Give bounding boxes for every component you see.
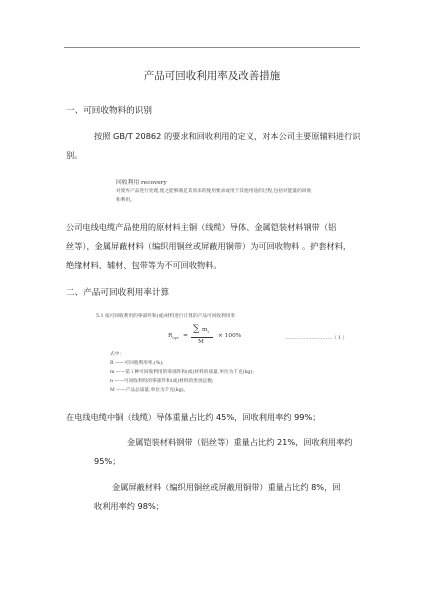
result-line1: 在电线电缆中铜（线缆）导体重量占比约 45%，回收利用率约 99%；	[66, 412, 321, 422]
para1-line2: 别。	[66, 150, 83, 160]
formula-numerator-sub: i	[207, 329, 209, 335]
formula-denominator: M	[198, 339, 204, 345]
where-item-1: R ——可回收利用率,(%);	[110, 361, 164, 366]
formula-times: × 100%	[218, 333, 242, 339]
formula-numerator: m	[202, 327, 208, 333]
header-rule	[64, 47, 360, 48]
section-2-heading: 二、产品可回收利用率计算	[66, 288, 170, 298]
para2-line2: 丝等），金属屏蔽材料（编织用铜丝或屏蔽用铜带）为可回收物料 。护套材料，	[66, 241, 352, 251]
para2-line1: 公司电线电缆产品使用的原材料主铜（线缆）导体、金属铠装材料钢带（铝	[66, 222, 337, 232]
result-line3: 95%；	[94, 456, 121, 466]
definition-term: 回收利用 recovery	[116, 180, 167, 186]
where-item-4: M ——产品总质量,单位为千克(kg)。	[110, 388, 189, 393]
page-title: 产品可回收利用率及改善措施	[143, 70, 281, 82]
definition-line2: 和利用。	[116, 198, 135, 203]
formula-fraction-line	[191, 337, 213, 338]
formula-sum: ∑	[193, 324, 200, 334]
formula-lhs: R	[168, 333, 173, 339]
result-line2: 金属铠装材料钢带（铝丝等）重量占比约 21%，回收利用率约	[127, 437, 353, 447]
result-line4: 金属屏蔽材料（编织用铜丝或屏蔽用铜带）重量占比约 8%，回	[112, 482, 341, 492]
where-item-3: n ——可回收利用的零部件和(或)材料的类别总数;	[110, 379, 214, 384]
formula-lhs-sub: cyc	[172, 335, 179, 341]
where-label: 式中：	[110, 352, 125, 357]
result-line5: 收利用率约 98%；	[94, 501, 164, 511]
section-1-heading: 一、可回收物料的识别	[66, 106, 152, 116]
para2-line3: 绝缘材料、辅材、包带等为不可回收物料。	[66, 260, 222, 270]
para1-line1: 按照 GB/T 20862 的要求和回收利用的定义，对本公司主要原辅料进行识	[94, 131, 361, 141]
where-item-2: m ——第 i 种可回收利用的零部件和(或)材料的质量,单位为千克(kg);	[110, 370, 254, 375]
definition-line1: 对废弃产品进行处理,使之能够满足其原来的使用要求或用于其他用途的过程,包括对能量的回收	[116, 189, 312, 194]
formula-equals: =	[183, 333, 188, 339]
formula-number: …………………………（ 1 ）	[285, 336, 348, 341]
formula-intro: 5.1 按可回收利用的零部件和(或)材料进行计算的产品可回收利用率	[96, 314, 236, 319]
